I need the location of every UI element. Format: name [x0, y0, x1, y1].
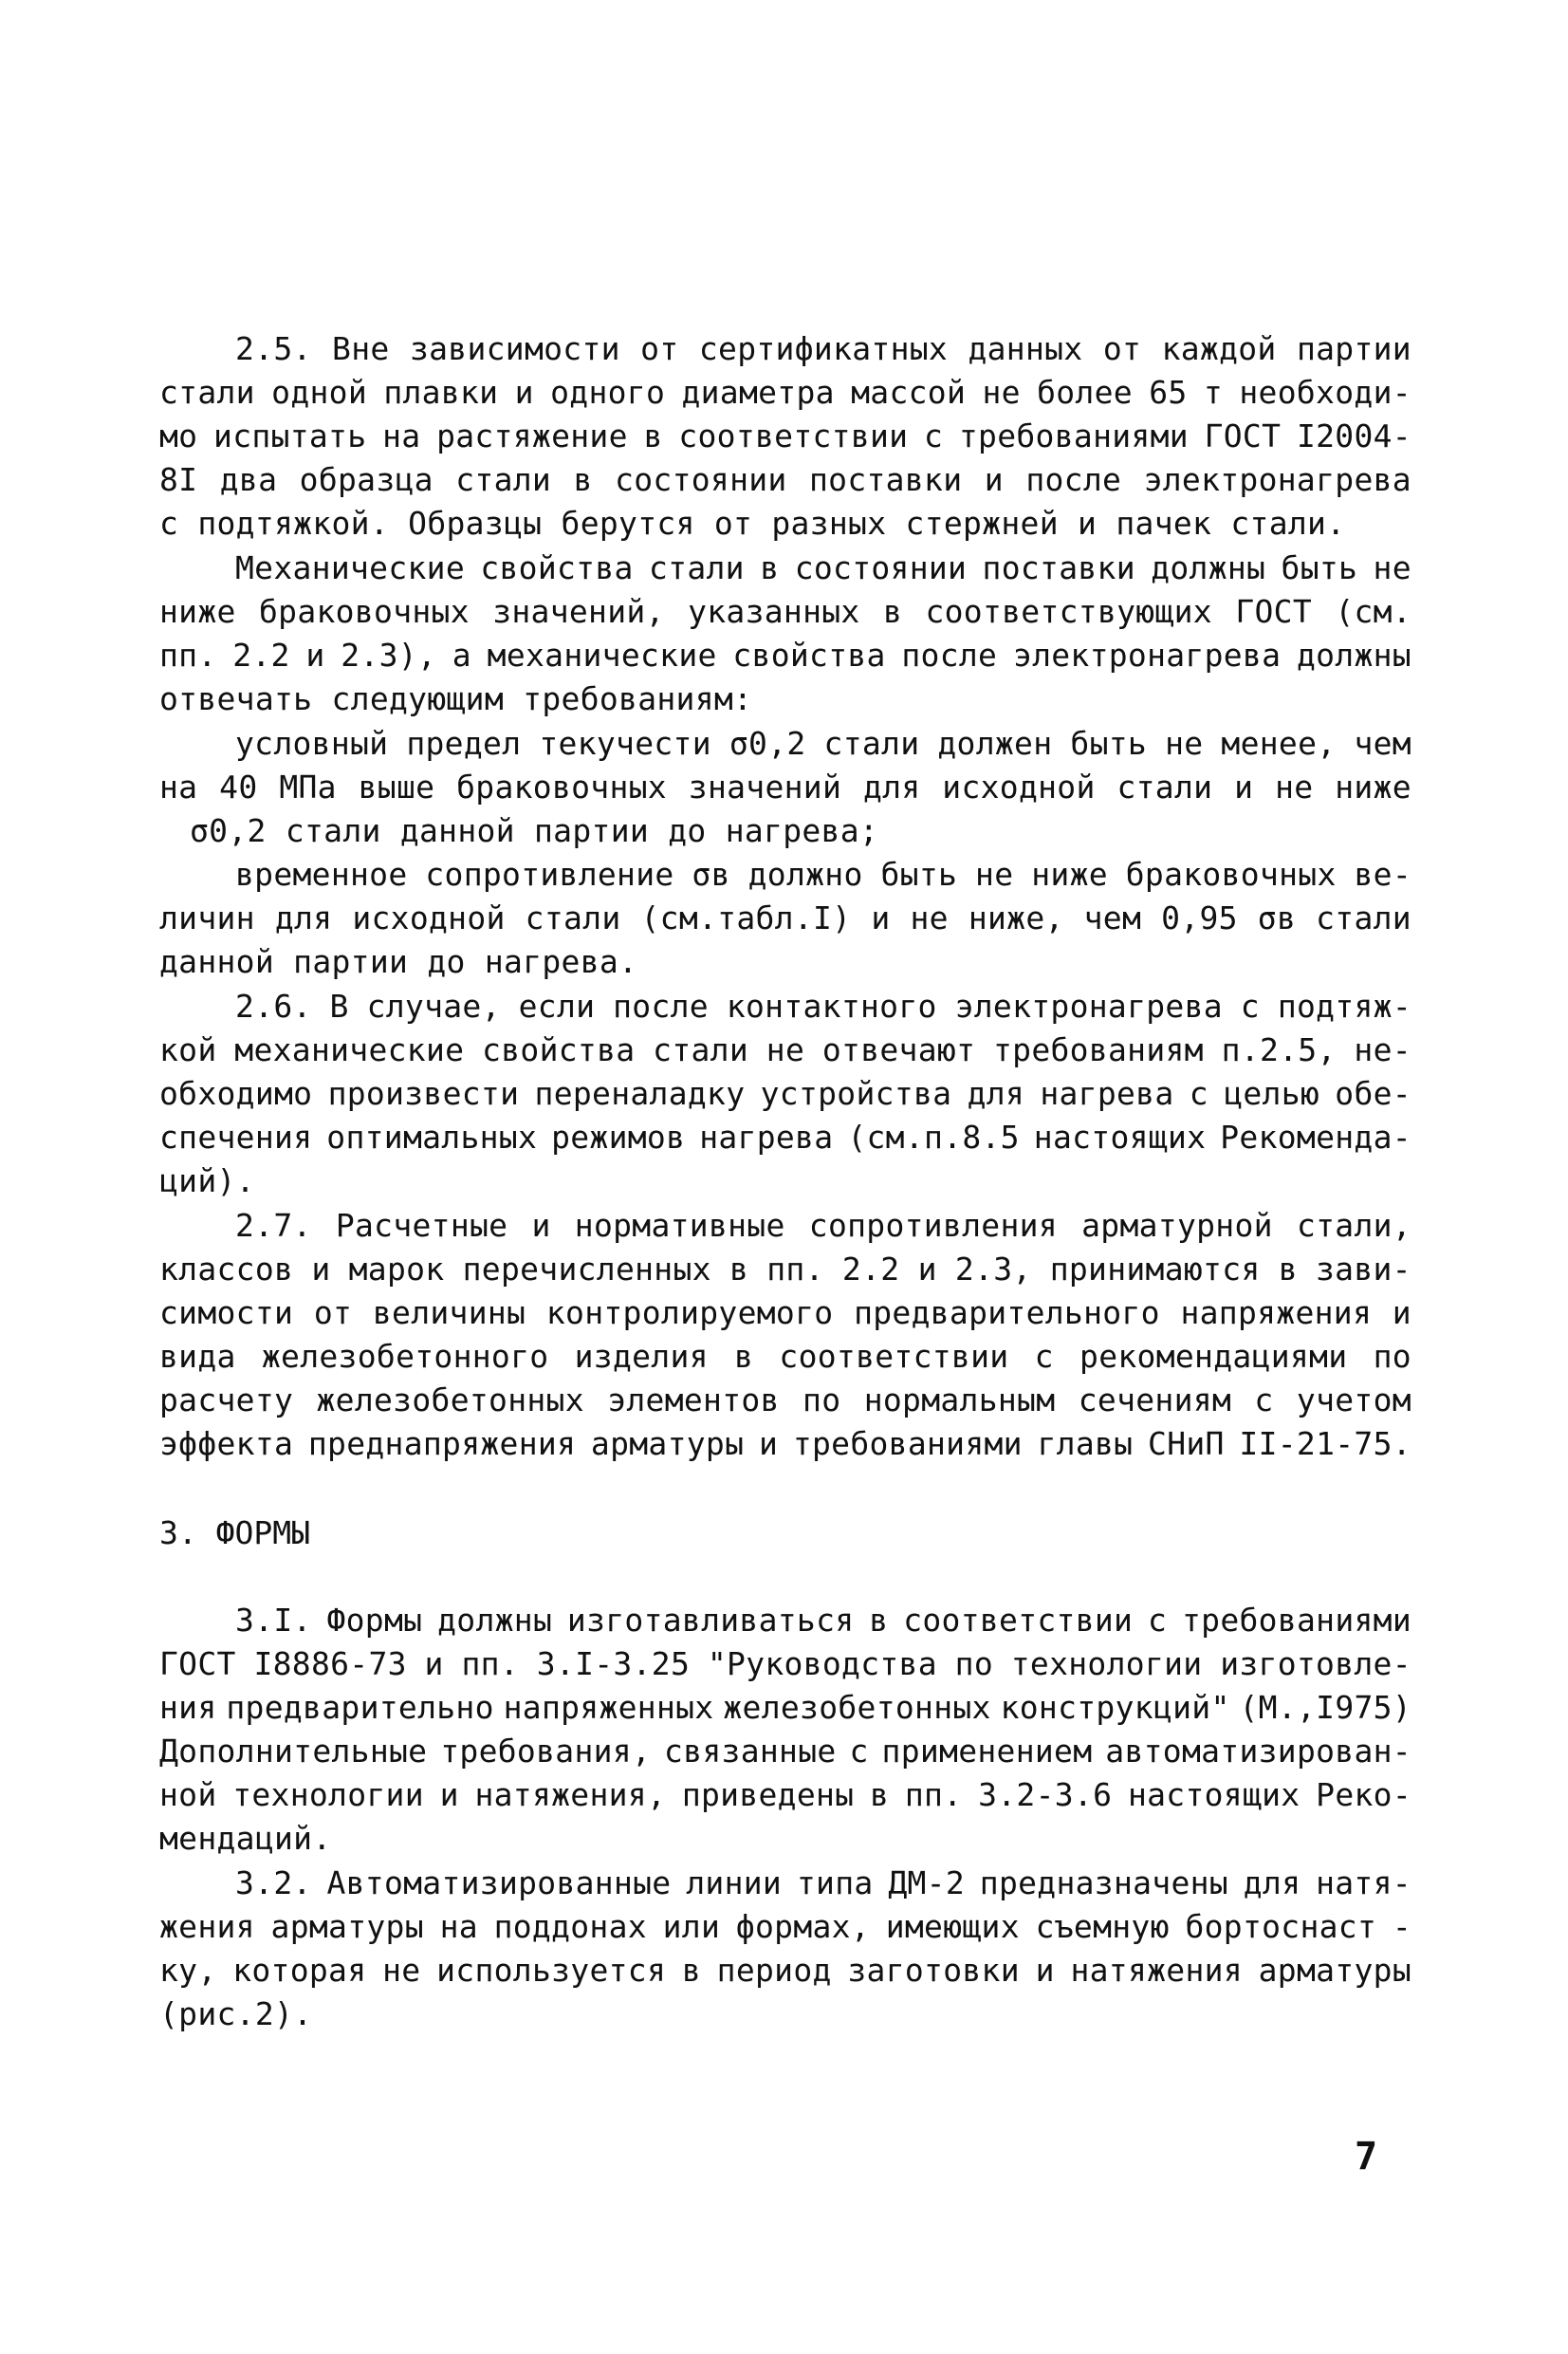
text-line: ниже браковочных значений, указанных в соответствующих ГОСТ (см. [159, 593, 1411, 630]
text-line: 8I два образца стали в состоянии поставки и после электронагрева [159, 461, 1411, 498]
text-line: жения арматуры на поддонах или формах, имеющих съемную бортоснаст - [159, 1908, 1411, 1945]
page-number: 7 [1355, 2135, 1378, 2178]
text-line: 2.5. Вне зависимости от сертификатных данных от каждой партии [235, 330, 1411, 367]
text-line: отвечать следующим требованиям: [159, 680, 753, 717]
text-line: расчету железобетонных элементов по нормальным сечениям с учетом [159, 1381, 1411, 1418]
text-line: 3.2. Автоматизированные линии типа ДМ-2 предназначены для натя- [235, 1864, 1411, 1901]
text-line: мо испытать на растяжение в соответствии с требованиями ГОСТ I2004- [159, 417, 1411, 454]
text-line: стали одной плавки и одного диаметра массой не более 65 т необходи- [159, 374, 1411, 411]
text-line: 2.7. Расчетные и нормативные сопротивления арматурной стали, [235, 1207, 1411, 1244]
text-line: временное сопротивление σв должно быть не ниже браковочных ве- [235, 856, 1411, 893]
text-line: Механические свойства стали в состоянии поставки должны быть не [235, 549, 1411, 586]
text-line: на 40 МПа выше браковочных значений для исходной стали и не ниже [159, 769, 1411, 806]
text-line: мендаций. [159, 1820, 332, 1857]
text-line: обходимо произвести переналадку устройства для нагрева с целью обе- [159, 1075, 1411, 1112]
text-line: ку, которая не используется в период заготовки и натяжения арматуры [159, 1952, 1411, 1989]
text-line: спечения оптимальных режимов нагрева (см.п.8.5 настоящих Рекоменда- [159, 1119, 1411, 1156]
text-line: эффекта преднапряжения арматуры и требованиями главы СНиП II-21-75. [159, 1425, 1411, 1462]
section-heading: 3. ФОРМЫ [159, 1514, 310, 1551]
text-line: 3.I. Формы должны изготавливаться в соответствии с требованиями [235, 1602, 1411, 1639]
text-line: с подтяжкой. Образцы берутся от разных стержней и пачек стали. [159, 505, 1346, 542]
text-line: ния предварительно напряженных железобетонных конструкций" (М.,I975) [159, 1689, 1411, 1726]
text-line: σ0,2 стали данной партии до нагрева; [190, 812, 879, 849]
text-line: пп. 2.2 и 2.3), а механические свойства после электронагрева должны [159, 637, 1411, 674]
text-line: ГОСТ I8886-73 и пп. 3.I-3.25 "Руководства по технологии изготовле- [159, 1645, 1411, 1682]
text-line: личин для исходной стали (см.табл.I) и не ниже, чем 0,95 σв стали [159, 899, 1411, 936]
text-line: (рис.2). [159, 1995, 313, 2032]
text-line: ций). [159, 1162, 255, 1199]
text-line: условный предел текучести σ0,2 стали должен быть не менее, чем [235, 725, 1411, 762]
text-line: 2.6. В случае, если после контактного электронагрева с подтяж- [235, 988, 1411, 1025]
text-line: классов и марок перечисленных в пп. 2.2 и 2.3, принимаются в зави- [159, 1251, 1411, 1288]
text-line: данной партии до нагрева. [159, 943, 638, 980]
text-line: кой механические свойства стали не отвечают требованиям п.2.5, не- [159, 1031, 1411, 1068]
text-line: ной технологии и натяжения, приведены в пп. 3.2-3.6 настоящих Реко- [159, 1776, 1411, 1813]
text-line: симости от величины контролируемого предварительного напряжения и [159, 1294, 1411, 1331]
text-line: Дополнительные требования, связанные с применением автоматизирован- [159, 1733, 1411, 1770]
text-line: вида железобетонного изделия в соответствии с рекомендациями по [159, 1338, 1411, 1375]
